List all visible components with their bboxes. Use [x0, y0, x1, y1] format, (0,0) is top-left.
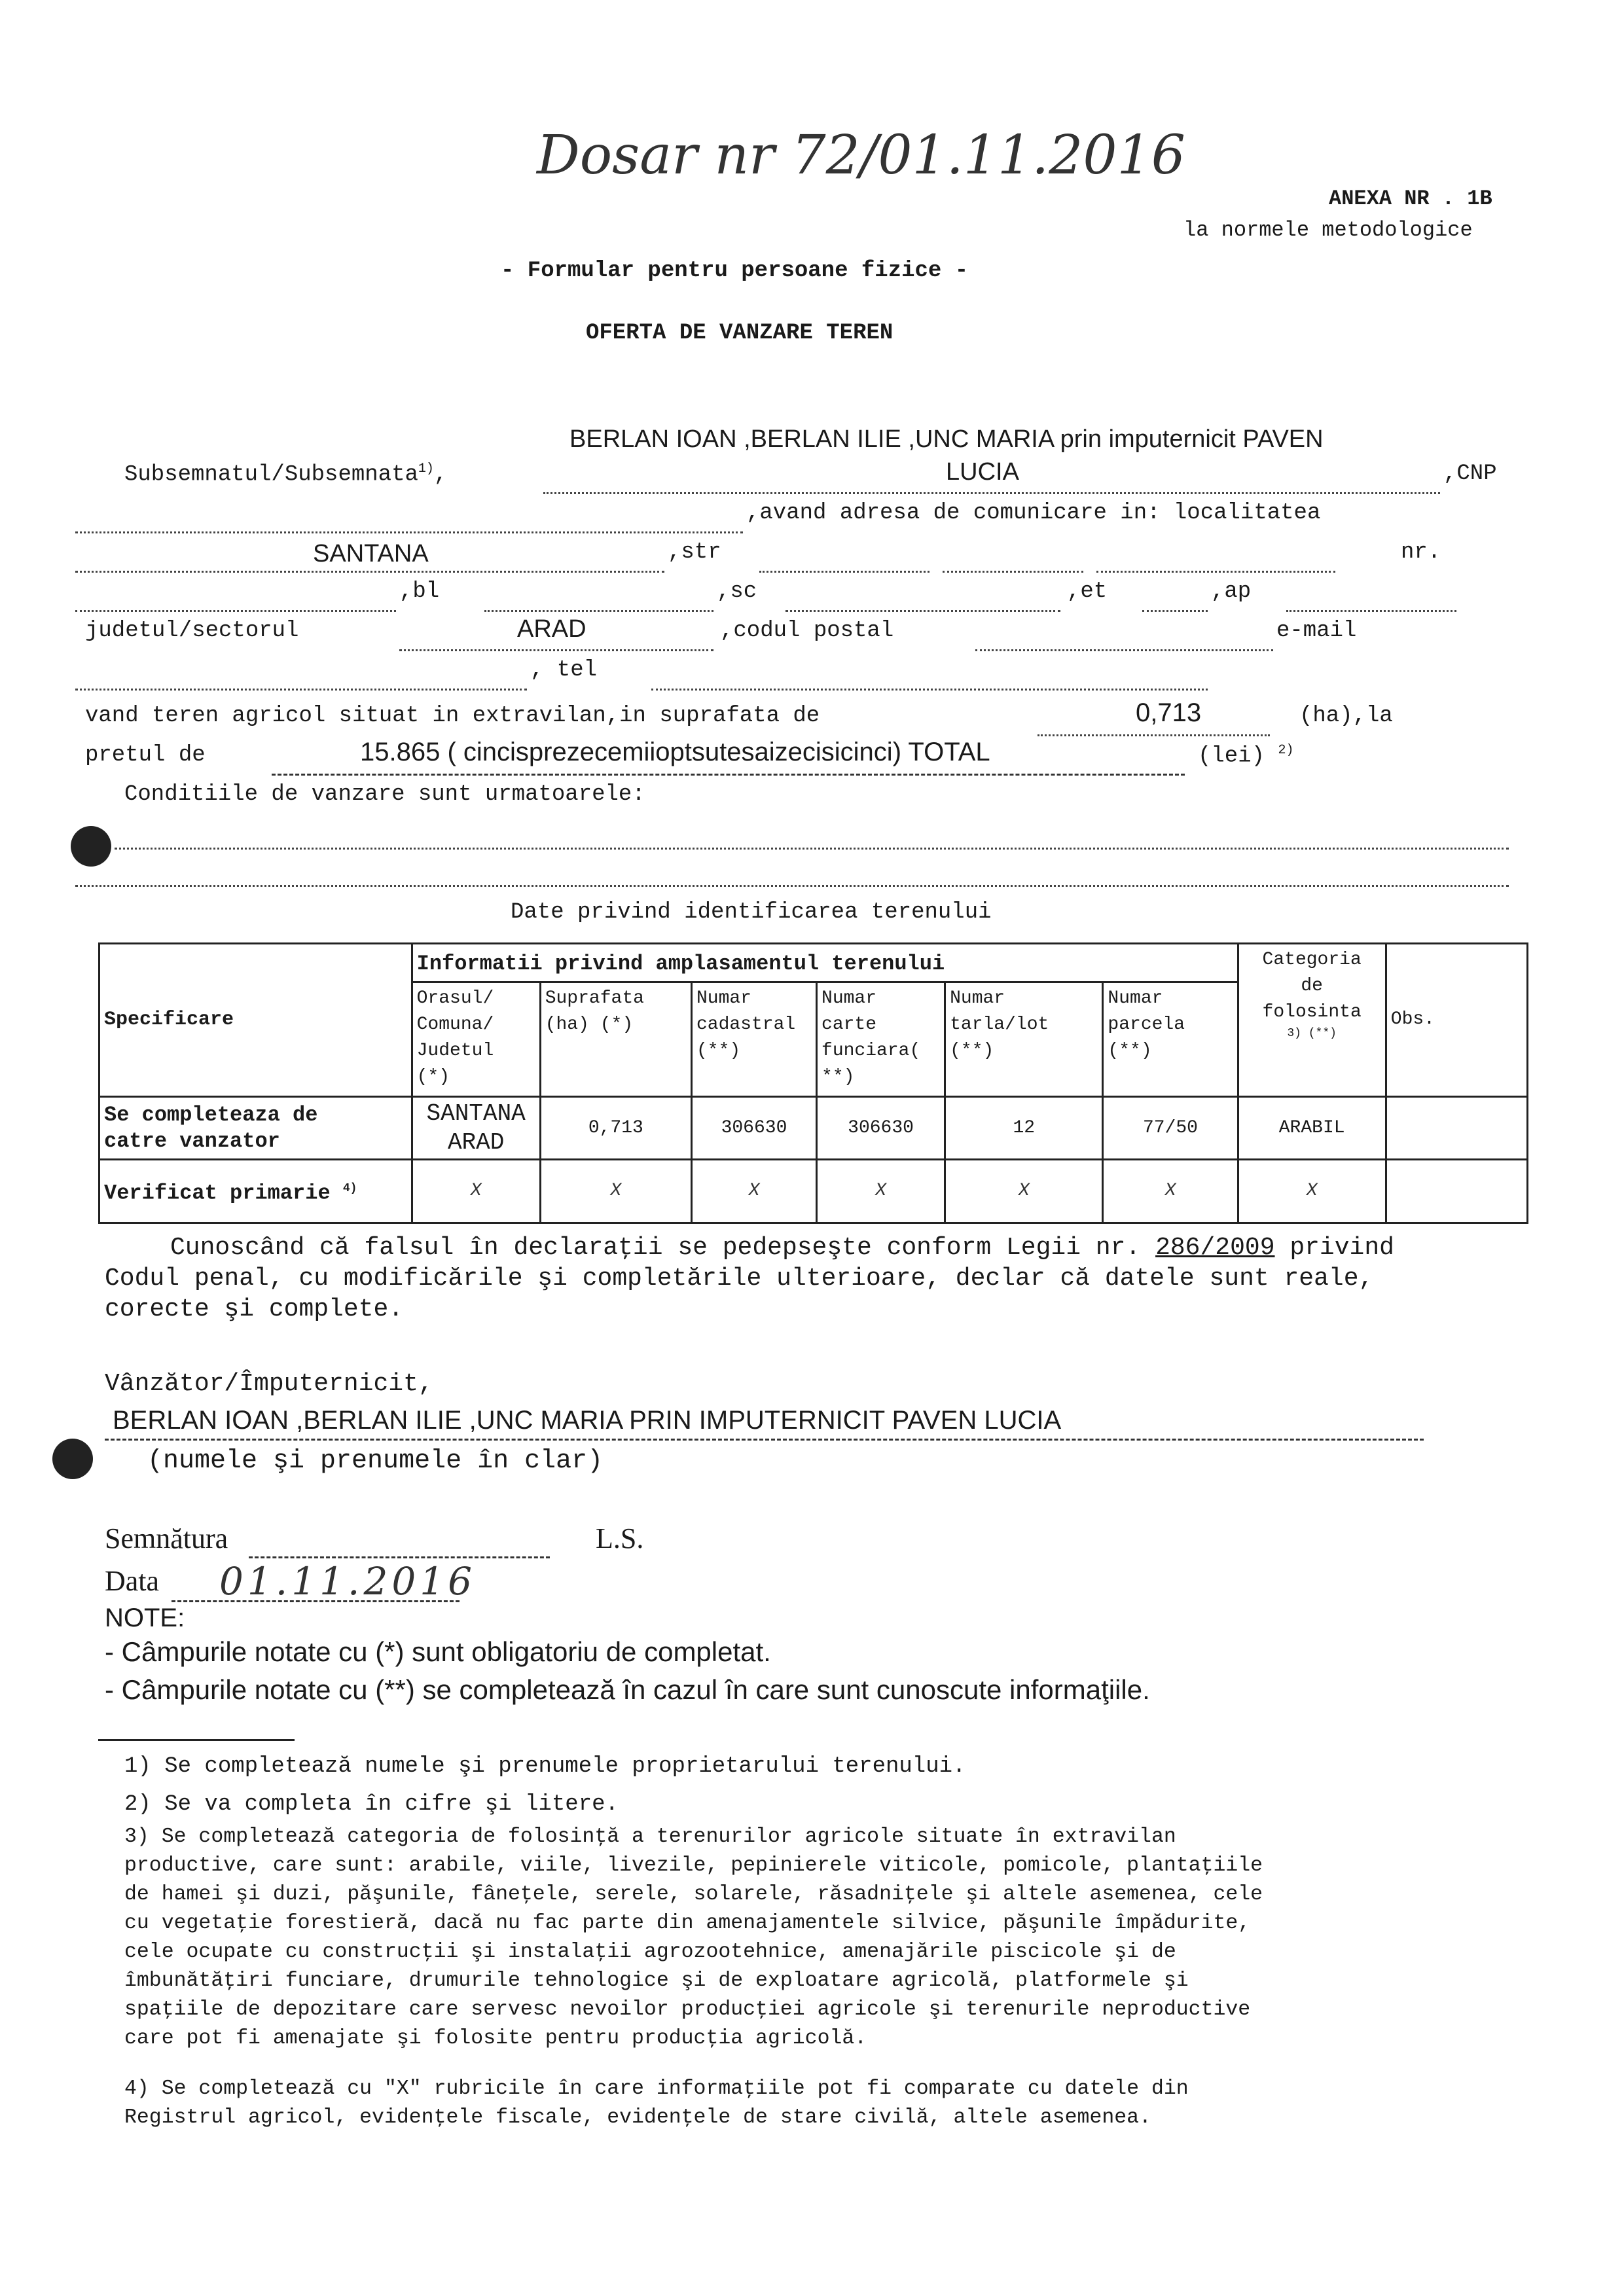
price-line: [272, 774, 1185, 776]
row1-parcel: 77/50: [1103, 1096, 1238, 1160]
seller-name-line2: LUCIA: [946, 458, 1019, 486]
apartment-label: ,ap: [1211, 579, 1252, 604]
tarla-header: Numar tarla/lot (**): [945, 982, 1103, 1096]
row1-locality: SANTANA ARAD: [412, 1096, 540, 1160]
street-line-3: [1096, 571, 1335, 573]
note-2: - Câmpurile notate cu (**) se completează în cazul în care sunt cunoscute informaţiile.: [105, 1674, 1150, 1705]
signature-label: Semnătura: [105, 1522, 228, 1554]
date-value: 01.11.2016: [219, 1559, 477, 1604]
check-mark-land-book: X: [817, 1160, 945, 1223]
email-label: e-mail: [1276, 619, 1357, 643]
hole-punch-mark-2: [52, 1439, 93, 1479]
email-line: [75, 689, 527, 691]
signatory-label: Vânzător/Împuternicit,: [105, 1370, 433, 1398]
price-value: 15.865 ( cincisprezecemiioptsutesaizecisicinci) TOTAL: [360, 738, 990, 766]
check-mark-area: X: [540, 1160, 691, 1223]
footnote-3: 3) Se completează categoria de folosinţă a terenurilor agricole situate în extravilan productive, care sunt: arabile, viile, livezile, pepinierele viticole, pomicole, plantaţiile de hamei şi duzi, păşunile, fâneţele, serele, solarele, răsadniţele şi altele asemenea, cele cu vegetaţie forestieră, dacă nu fac parte din amenajamentele silvice, păşunile împădurite, cele ocupate cu construcţii şi instalaţii agrozootehnice, amenajările piscicole şi de îmbunătăţiri funciare, drumurile tehnologice şi de exploatare agricolă, platformele şi spaţiile de depozitare care servesc nevoilor producţiei agricole şi terenurile neproductive care pot fi amenajate şi folosite pentru producţia agricolă.: [124, 1825, 1263, 2050]
area-line: [1038, 734, 1270, 736]
verified-obs: [1386, 1160, 1527, 1223]
declaration-line2: Codul penal, cu modificările şi completările ulterioare, declar că datele sunt reale,: [105, 1265, 1374, 1293]
form-title: OFERTA DE VANZARE TEREN: [586, 321, 893, 346]
seller-row-label: Se completeaza de catre vanzator: [99, 1096, 412, 1160]
block-line: [484, 610, 713, 612]
cnp-label: ,CNP: [1443, 461, 1497, 486]
conditions-line-1: [115, 848, 1509, 850]
annex-subtitle: la normele metodologice: [1183, 218, 1473, 242]
cadastral-header: Numar cadastral (**): [691, 982, 816, 1096]
signatory-name: BERLAN IOAN ,BERLAN ILIE ,UNC MARIA PRIN IMPUTERNICIT PAVEN LUCIA: [113, 1406, 1062, 1435]
county-value: ARAD: [517, 615, 586, 643]
footnote-4: 4) Se completează cu "X" rubricile în care informaţiile pot fi comparate cu datele din Registrul agricol, evidenţele fiscale, evidenţele de stare civilă, altele asemenea.: [124, 2077, 1189, 2129]
check-mark-parcel: X: [1103, 1160, 1238, 1223]
hole-punch-mark: [71, 826, 111, 867]
row1-category: ARABIL: [1238, 1096, 1386, 1160]
postal-code-line: [975, 649, 1273, 651]
footnote-2: 2) Se va completa în cifre şi litere.: [124, 1792, 619, 1817]
category-header: Categoria de folosinta 3) (**): [1238, 944, 1386, 1097]
notes-title: NOTE:: [105, 1604, 185, 1632]
street-line-1: [759, 571, 929, 573]
seller-name-line1: BERLAN IOAN ,BERLAN ILIE ,UNC MARIA prin imputernicit PAVEN: [569, 425, 1324, 453]
cnp-line: [75, 531, 743, 533]
seal-label: L.S.: [596, 1522, 644, 1554]
location-group-header: Informatii privind amplasamentul terenului: [412, 944, 1238, 982]
number-line: [75, 610, 396, 612]
locality-value: SANTANA: [313, 540, 429, 567]
name-hint: (numele şi prenumele în clar): [147, 1446, 604, 1476]
row1-area: 0,713: [540, 1096, 691, 1160]
handwritten-registration-number: Dosar nr 72/01.11.2016: [537, 124, 1185, 187]
number-label: nr.: [1401, 540, 1441, 565]
street-line-2: [943, 571, 1083, 573]
seller-label: Subsemnatul/Subsemnata$^{1)}$,: [124, 461, 448, 488]
county-line: [399, 649, 713, 651]
annex-number: ANEXA NR . 1B: [1329, 187, 1492, 211]
stair-line: [785, 610, 1060, 612]
conditions-line-2: [75, 885, 1509, 887]
row1-tarla: 12: [945, 1096, 1103, 1160]
seller-name-line: [543, 492, 1440, 494]
date-line: [171, 1600, 460, 1602]
row1-obs: [1386, 1096, 1527, 1160]
county-label: judetul/sectorul: [85, 619, 299, 643]
parcel-header: Numar parcela (**): [1103, 982, 1238, 1096]
obs-header: Obs.: [1386, 944, 1527, 1097]
postal-code-label: ,codul postal: [720, 619, 894, 643]
row1-cadastral: 306630: [691, 1096, 816, 1160]
declaration-line3: corecte şi complete.: [105, 1295, 404, 1323]
check-mark-tarla: X: [945, 1160, 1103, 1223]
check-mark-cadastral: X: [691, 1160, 816, 1223]
price-label: pretul de: [85, 743, 206, 768]
price-unit: (lei) $^{2)}$: [1198, 743, 1294, 769]
floor-line: [1142, 610, 1208, 612]
address-label: ,avand adresa de comunicare in: localitatea: [746, 501, 1321, 526]
phone-label: , tel: [530, 658, 598, 683]
footnote-separator: [98, 1739, 295, 1741]
verified-row-label: Verificat primarie $^{4)}$: [99, 1160, 412, 1223]
conditions-label: Conditiile de vanzare sunt urmatoarele:: [124, 782, 645, 807]
declaration-line1: Cunoscând că falsul în declaraţii se pedepseşte conform Legii nr. 286/2009 privind: [170, 1234, 1394, 1262]
area-value: 0,713: [1136, 698, 1202, 727]
floor-label: ,et: [1067, 579, 1108, 604]
locality-header: Orasul/ Comuna/ Judetul (*): [412, 982, 540, 1096]
area-header: Suprafata (ha) (*): [540, 982, 691, 1096]
signatory-name-line: [105, 1439, 1424, 1441]
sale-text: vand teren agricol situat in extravilan,in suprafata de: [85, 704, 820, 728]
check-mark-locality: X: [412, 1160, 540, 1223]
phone-line: [651, 689, 1208, 691]
locality-line: [75, 571, 664, 573]
date-label: Data: [105, 1565, 160, 1597]
form-subtitle: - Formular pentru persoane fizice -: [501, 259, 969, 283]
land-book-header: Numar carte funciara( **): [817, 982, 945, 1096]
stair-label: ,sc: [717, 579, 757, 604]
row1-land-book: 306630: [817, 1096, 945, 1160]
check-mark-category: X: [1238, 1160, 1386, 1223]
apartment-line: [1286, 610, 1456, 612]
spec-header: Specificare: [99, 944, 412, 1097]
street-label: ,str: [668, 540, 721, 565]
footnote-1: 1) Se completează numele şi prenumele proprietarului terenului.: [124, 1754, 966, 1779]
land-identification-table: [98, 942, 1528, 1224]
block-label: ,bl: [399, 579, 440, 604]
signature-line: [249, 1556, 550, 1558]
note-1: - Câmpurile notate cu (*) sunt obligatoriu de completat.: [105, 1636, 771, 1667]
table-caption: Date privind identificarea terenului: [511, 900, 992, 925]
area-unit: (ha),la: [1299, 704, 1393, 728]
